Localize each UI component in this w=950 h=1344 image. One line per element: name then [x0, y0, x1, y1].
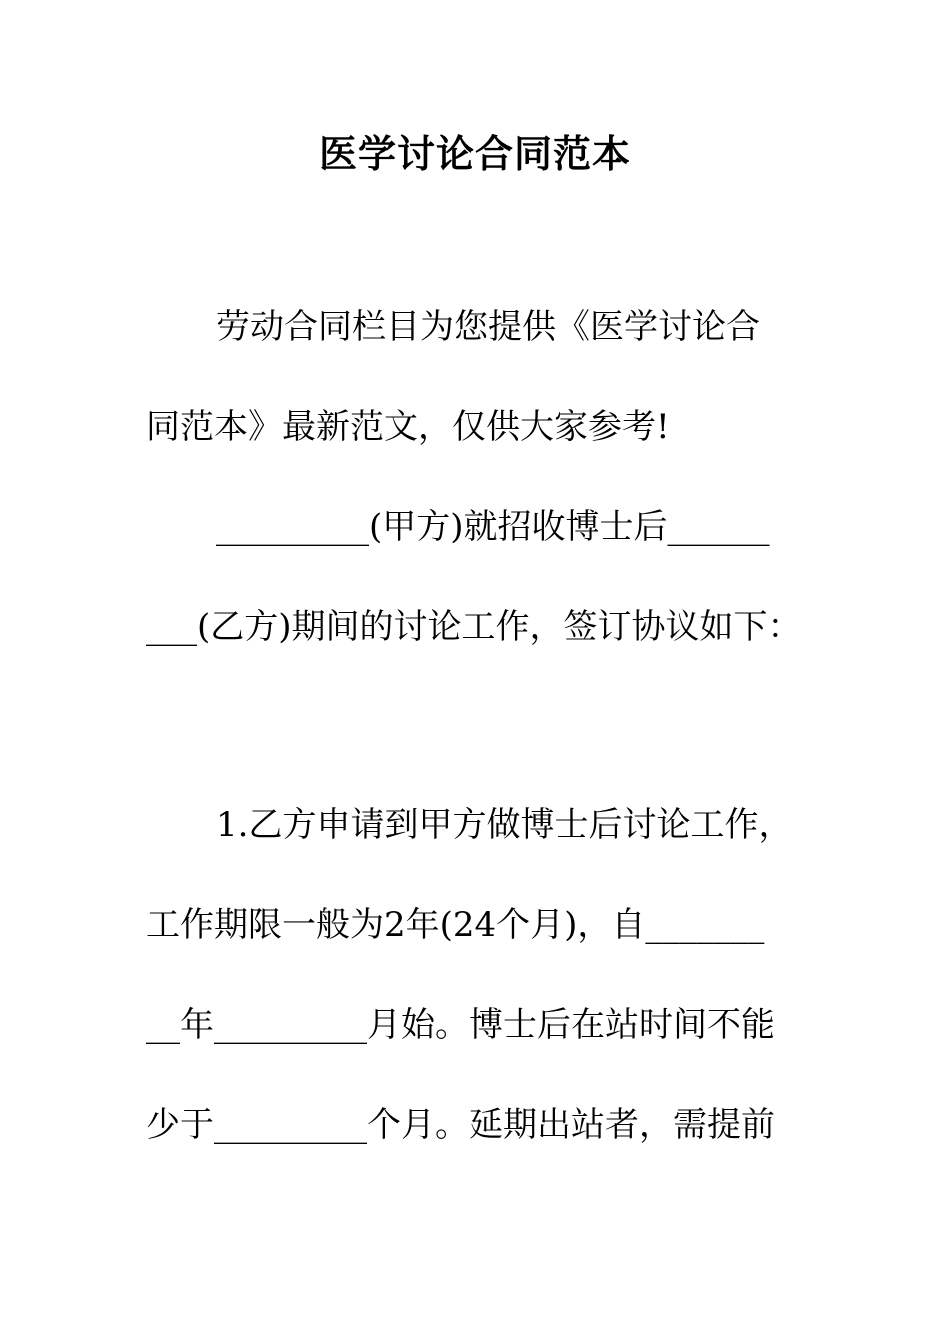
paragraph-line-2: 同范本》最新范文，仅供大家参考!: [146, 407, 670, 447]
paragraph-line-4: ___(乙方)期间的讨论工作，签订协议如下：: [146, 607, 802, 647]
document-title: 医学讨论合同范本: [318, 131, 631, 176]
paragraph-line-5: 1.乙方申请到甲方做博士后讨论工作，: [216, 805, 793, 845]
paragraph-line-6: 工作期限一般为2年(24个月)，自_______: [146, 905, 765, 945]
paragraph-line-8: 少于_________个月。延期出站者，需提前: [146, 1105, 775, 1145]
paragraph-line-7: __年_________月始。博士后在站时间不能: [146, 1005, 775, 1045]
paragraph-line-3: _________(甲方)就招收博士后______: [216, 507, 770, 547]
paragraph-line-1: 劳动合同栏目为您提供《医学讨论合: [216, 307, 760, 347]
